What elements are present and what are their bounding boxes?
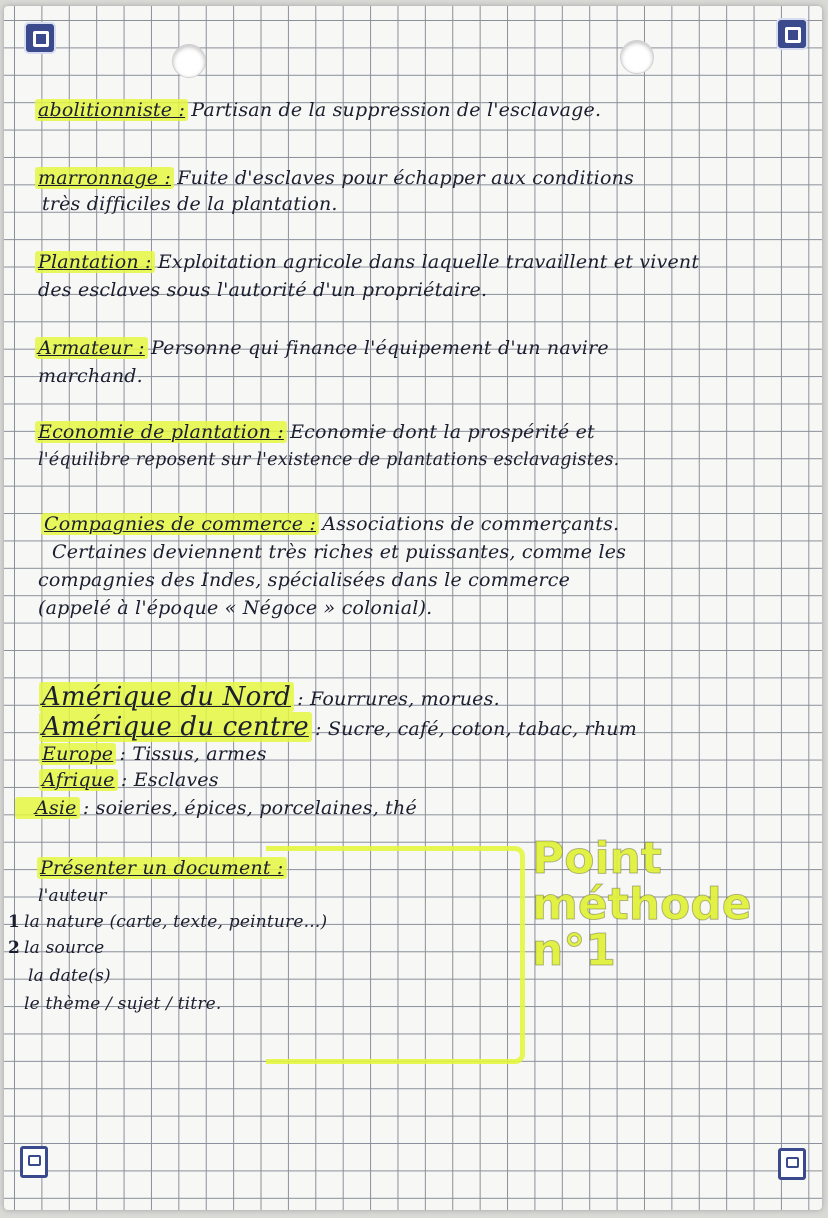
definition-armateur	[38, 336, 609, 360]
trade-region: Amérique du centre	[39, 712, 312, 742]
definition-text: Economie dont la prospérité et	[283, 421, 595, 443]
definition-text: Partisan de la suppression de l'esclavage.	[185, 99, 602, 121]
trade-goods: : soieries, épices, porcelaines, thé	[76, 797, 417, 819]
method-item	[24, 964, 111, 988]
trade-region: Asie	[15, 797, 80, 819]
trade-row	[42, 712, 637, 742]
method-item-text: la date(s)	[28, 966, 111, 986]
method-heading	[40, 856, 284, 880]
method-item-text: la source	[24, 938, 105, 958]
trade-region: Amérique du Nord	[39, 682, 294, 712]
trade-goods: : Esclaves	[114, 769, 219, 791]
definition-continuation: (appelé à l'époque « Négoce » colonial).	[38, 597, 433, 619]
trade-goods: : Fourrures, morues.	[290, 688, 500, 710]
definition-continuation: l'équilibre reposent sur l'existence de plantations esclavagistes.	[38, 450, 620, 470]
definition-text: Exploitation agricole dans laquelle travaillent et vivent	[151, 251, 700, 273]
method-label	[532, 833, 752, 976]
trade-goods: : Tissus, armes	[113, 743, 267, 765]
method-label-line: n°1	[532, 925, 616, 976]
method-item	[34, 884, 107, 908]
trade-region: Europe	[39, 743, 116, 765]
method-item	[8, 910, 327, 934]
definition-abolitionniste	[38, 98, 601, 122]
trade-goods: : Sucre, café, coton, tabac, rhum	[308, 718, 637, 740]
app-logo-icon	[776, 18, 808, 50]
binder-hole	[620, 40, 654, 74]
definition-economie-plantation	[38, 420, 595, 444]
definition-text: Associations de commerçants.	[316, 513, 620, 535]
definition-continuation: très difficiles de la plantation.	[42, 193, 338, 215]
method-item-text: la nature (carte, texte, peinture...)	[24, 912, 328, 932]
definition-continuation: Certaines deviennent très riches et puissantes, comme les	[52, 541, 627, 563]
definition-compagnies	[44, 512, 619, 536]
definition-text: Fuite d'esclaves pour échapper aux conditions	[171, 167, 634, 189]
definition-term: Armateur :	[35, 337, 148, 359]
definition-continuation: marchand.	[38, 365, 143, 387]
definition-continuation: des esclaves sous l'autorité d'un propriétaire.	[38, 279, 488, 301]
definition-text: Personne qui finance l'équipement d'un navire	[144, 337, 609, 359]
method-label-line: Point	[532, 833, 662, 884]
definition-term: marronnage :	[35, 167, 174, 189]
method-item	[8, 936, 104, 960]
scan-qr-icon	[20, 1146, 48, 1178]
method-heading-text: Présenter un document :	[37, 857, 287, 879]
app-logo-icon	[24, 22, 56, 54]
trade-row	[42, 768, 219, 792]
method-item-text: le thème / sujet / titre.	[24, 994, 222, 1014]
method-bracket	[266, 846, 525, 1064]
definition-plantation	[38, 250, 699, 274]
notebook-page	[4, 6, 822, 1210]
method-item-number: 1	[8, 912, 21, 932]
method-item-number: 2	[8, 938, 21, 958]
scan-qr-icon	[778, 1148, 806, 1180]
trade-row	[42, 742, 267, 766]
definition-continuation: compagnies des Indes, spécialisées dans le commerce	[38, 569, 571, 591]
method-item	[20, 992, 222, 1016]
definition-marronnage	[38, 166, 634, 190]
trade-row	[42, 682, 500, 712]
method-label-line: méthode	[532, 879, 752, 930]
trade-row	[18, 796, 417, 820]
definition-term: Plantation :	[35, 251, 155, 273]
trade-region: Afrique	[39, 769, 118, 791]
definition-term: abolitionniste :	[35, 99, 188, 121]
definition-term: Compagnies de commerce :	[41, 513, 319, 535]
definition-term: Economie de plantation :	[35, 421, 287, 443]
method-item-text: l'auteur	[38, 886, 107, 906]
binder-hole	[172, 44, 206, 78]
